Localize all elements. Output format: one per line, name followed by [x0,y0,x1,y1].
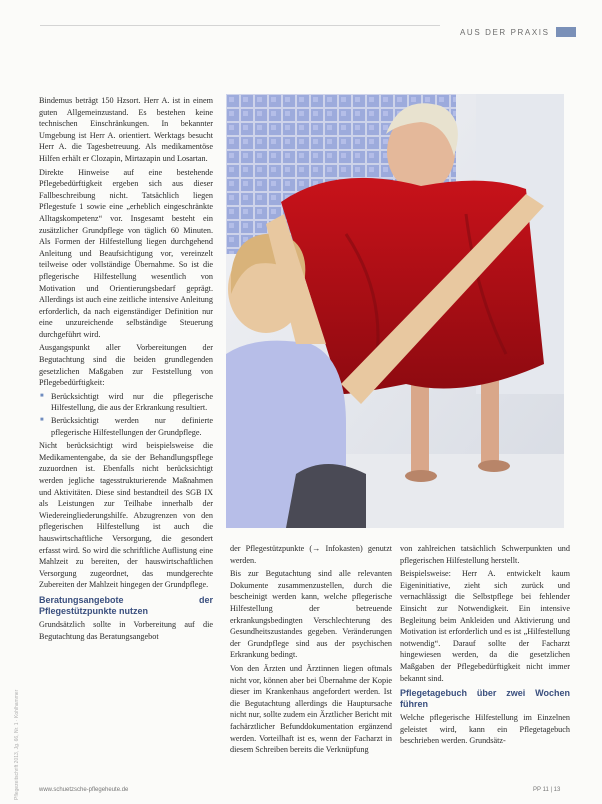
col1-bullet-list [39,391,213,438]
col3-heading: Pflegetagebuch über zwei Wochen führen [400,688,570,710]
shower-towel-photo [226,94,564,528]
footer-url: www.schuetzsche-pflegeheute.de [39,787,129,793]
column-1-upper [39,95,213,644]
col2-paragraph-1: der Pflegestützpunkte (→ Infokasten) genutzt werden. [230,544,392,565]
section-mark-icon [556,27,576,37]
header-rule [40,25,440,26]
col3-paragraph-2: Beispielsweise: Herr A. entwickelt kaum Eigeninitiative, zieht sich zurück und vernachlässigt die Selbstpflege bei fehlender Einsicht zur Notwendigkeit. Ein intensive Begleitung beim Ankleiden und Aktivierung und Motivation ist erforderlich und es ist „Hilfestellung notwendig“. Darauf sollte der Facharzt hingewiesen werden, da die gesetzlichen Maßgaben der Pflegebedürftigkeit nicht immer bekannt sind. [400,569,570,683]
page-number: PP 11 | 13 [533,787,561,793]
col2-paragraph-2: Bis zur Begutachtung sind alle relevanten Dokumente zusammenzustellen, durch die bescheinigt werden kann, welche pflegerische Hilfestellung der betreuende erkrankungsbedingten Verschlechterung des Gesundheitszustandes gegeben. Veränderungen der Grundpflege sind aus der psychischen Erkrankung bedingt. [230,569,392,660]
col1-heading: Beratungsangebote der Pflegestützpunkte nutzen [39,594,213,616]
bullet-item: ■ Berücksichtigt wird nur die pflegerische Hilfestellung, die aus der Erkrankung resultiert. [51,391,213,414]
col3-paragraph-1: von zahlreichen tatsächlich Schwerpunkten und pflegerischen Hilfestellung herstellt. [400,544,570,565]
bullet-item: ■ Berücksichtigt werden nur definierte pflegerische Hilfestellungen der Grundpflege. [51,415,213,438]
col1-paragraph-4: Nicht berücksichtigt wird beispielsweise die Medikamentengabe, da sie der Behandlungspflege zuzuordnen ist. Ebenfalls nicht berücksichtigt werden jegliche tagesstrukturierende Maßnahmen und Aktivitäten. Diese sind bestandteil des SGB IX als Leistungen zur Teilhabe innerhalb der Wiedereingliederungshilfe. Abzugrenzen von den pflegerischen Hilfestellung ist auch die hauswirtschaftliche Versorgung, die gesondert erfasst wird. So wird die schriftliche Auflistung eine Mahlzeit zu bereiten, der hauswirtschaftlichen Versorgung zugeordnet, das mundgerechte Zubereiten der Mahlzeit hingegen der Grundpflege. [39,441,213,590]
photo-illustration [226,94,564,528]
col2-paragraph-3: Von den Ärzten und Ärztinnen liegen oftmals nicht vor, können aber bei Übernahme der Kopie dieser im Krankenhaus angefordert werden. Ist die Begutachtung allerdings die Hauptursache nicht nur, sollte zudem ein Ärztlicher Bericht mit fachärztlicher Befunddokumentation ergänzend werden. Vorteilhaft ist es, wenn der Facharzt in diesem Schreiben bereits die Verknüpfung [230,663,392,755]
column-2 [230,543,392,758]
section-label: AUS DER PRAXIS [460,28,550,37]
col1-paragraph-5: Grundsätzlich sollte in Vorbereitung auf die Begutachtung das Beratungsangebot [39,619,213,641]
side-citation: Pflegezeitschrift 2013, Jg. 66, Nr. 1 · Kohlhammer [14,689,20,800]
col3-paragraph-3: Welche pflegerische Hilfestellung im Einzelnen geleistet wird, kann ein Pflegetagebuch beschrieben werden. Grundsätz- [400,713,570,746]
col1-paragraph-1: Bindemus beträgt 150 Hzsort. Herr A. ist in einem guten Allgemeinzustand. Es bestehen keine technischen Einschränkungen. In bekannter Umgebung ist Herr A. orientiert. Werktags besucht Herr A. die Tagesbetreuung. Als medikamentöse Hilfen erhält er Clozapin, Mirtazapin und Losartan. [39,96,213,163]
column-3 [400,543,570,749]
col1-paragraph-3: Ausgangspunkt aller Vorbereitungen der Begutachtung sind die beiden grundlegenden gesetzlichen Maßgaben zur Feststellung von Pflegebedürftigkeit: [39,343,213,388]
col1-paragraph-2: Direkte Hinweise auf eine bestehende Pflegebedürftigkeit ergeben sich aus dieser Fallbeschreibung nicht. Tatsächlich liegen Pflegestufe 1 sowie eine „erheblich eingeschränkte Alltagskompetenz“ vor. Insgesamt besteht ein zusätzlicher Grundpflege von täglich 60 Minuten. Als Formen der Hilfestellung liegen durchgehend Anleitung und Beaufsichtigung vor, vereinzelt teilweise oder vollständige Übernahme. So ist die pflegerische Hilfestellung wesentlich von Motivation und Orientierungsbedarf geprägt. Allerdings ist auch eine zeitliche intensive Anleitung erforderlich, da nach eigenständiger Definition nur eine unzureichende selbständige Steuerung durchgeführt wird. [39,167,213,339]
